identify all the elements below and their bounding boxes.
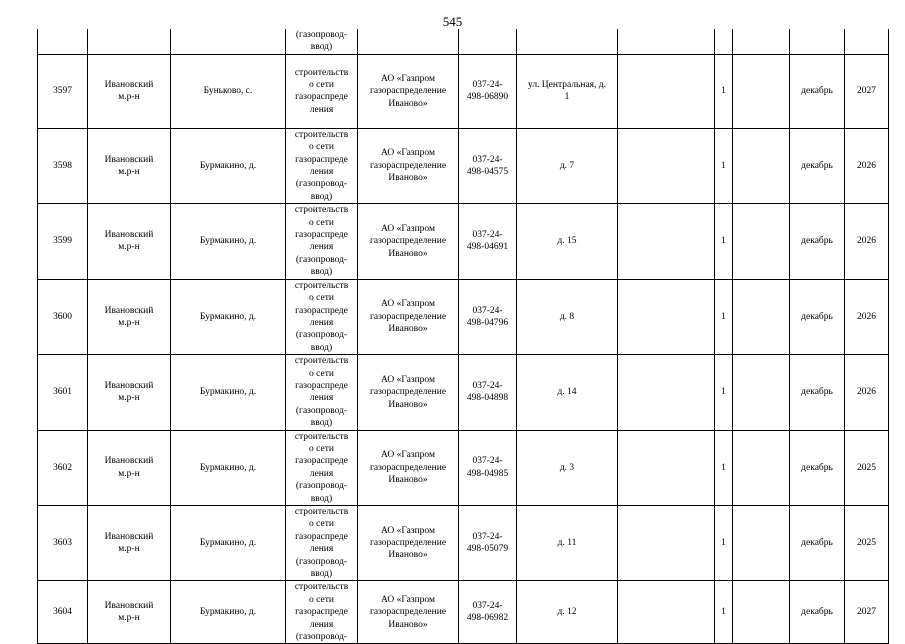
table-row-continued xyxy=(38,29,889,54)
row-number-cell: 3599 xyxy=(38,204,88,279)
empty-cell xyxy=(618,128,715,203)
count-cell: 1 xyxy=(715,355,733,430)
empty-cell xyxy=(733,355,790,430)
row-number-cell: 3603 xyxy=(38,506,88,581)
table-row xyxy=(38,355,889,430)
organization-cell: АО «Газпром газораспределение Иваново» xyxy=(358,430,459,505)
empty-cell xyxy=(618,204,715,279)
month-cell: декабрь xyxy=(790,54,845,128)
month-cell: декабрь xyxy=(790,581,845,644)
work-type-cell: строительств о сети газораспреде ления xyxy=(286,54,358,128)
locality-cell: Бурмакино, д. xyxy=(171,430,286,505)
district-cell: Ивановский м.р-н xyxy=(88,279,171,354)
empty-cell xyxy=(733,279,790,354)
count-cell: 1 xyxy=(715,128,733,203)
locality-cell: Бурмакино, д. xyxy=(171,279,286,354)
empty-cell xyxy=(733,204,790,279)
locality-cell: Буньково, с. xyxy=(171,54,286,128)
empty-cell xyxy=(618,430,715,505)
object-code-cell: 037-24- 498-04898 xyxy=(459,355,517,430)
count-cell: 1 xyxy=(715,204,733,279)
row-number-cell: 3598 xyxy=(38,128,88,203)
count-cell: 1 xyxy=(715,279,733,354)
organization-cell: АО «Газпром газораспределение Иваново» xyxy=(358,128,459,203)
empty-cell xyxy=(733,430,790,505)
table-row xyxy=(38,128,889,203)
table-row xyxy=(38,430,889,505)
empty-cell xyxy=(618,581,715,644)
locality-cell: Бурмакино, д. xyxy=(171,506,286,581)
work-type-cell: строительств о сети газораспреде ления (газопровод- ввод) xyxy=(286,355,358,430)
object-code-cell: 037-24- 498-04796 xyxy=(459,279,517,354)
month-cell: декабрь xyxy=(790,430,845,505)
object-code-cell: 037-24- 498-04985 xyxy=(459,430,517,505)
count-cell: 1 xyxy=(715,54,733,128)
year-cell: 2026 xyxy=(845,355,889,430)
work-type-cell: строительств о сети газораспреде ления (газопровод- ввод) xyxy=(286,430,358,505)
work-type-cell: строительств о сети газораспреде ления (газопровод- ввод) xyxy=(286,279,358,354)
locality-cell: Бурмакино, д. xyxy=(171,581,286,644)
object-code-cell: 037-24- 498-06890 xyxy=(459,54,517,128)
month-cell: декабрь xyxy=(790,204,845,279)
organization-cell: АО «Газпром газораспределение Иваново» xyxy=(358,279,459,354)
locality-cell: Бурмакино, д. xyxy=(171,128,286,203)
table-row xyxy=(38,204,889,279)
organization-cell: АО «Газпром газораспределение Иваново» xyxy=(358,506,459,581)
empty-cell xyxy=(733,54,790,128)
district-cell: Ивановский м.р-н xyxy=(88,54,171,128)
count-cell: 1 xyxy=(715,581,733,644)
month-cell: декабрь xyxy=(790,279,845,354)
year-cell: 2026 xyxy=(845,279,889,354)
count-cell: 1 xyxy=(715,506,733,581)
month-cell: декабрь xyxy=(790,128,845,203)
table-row xyxy=(38,581,889,644)
empty-cell xyxy=(733,506,790,581)
district-cell: Ивановский м.р-н xyxy=(88,581,171,644)
district-cell: Ивановский м.р-н xyxy=(88,355,171,430)
table-row xyxy=(38,54,889,128)
table-row xyxy=(38,279,889,354)
work-type-cell: строительств о сети газораспреде ления (газопровод- ввод) xyxy=(286,506,358,581)
register-table xyxy=(37,29,889,644)
address-cell: д. 12 xyxy=(517,581,618,644)
year-cell: 2026 xyxy=(845,204,889,279)
district-cell: Ивановский м.р-н xyxy=(88,430,171,505)
row-number-cell: 3602 xyxy=(38,430,88,505)
year-cell: 2025 xyxy=(845,430,889,505)
organization-cell: АО «Газпром газораспределение Иваново» xyxy=(358,204,459,279)
empty-cell xyxy=(618,506,715,581)
year-cell: 2025 xyxy=(845,506,889,581)
organization-cell: АО «Газпром газораспределение Иваново» xyxy=(358,581,459,644)
year-cell: 2026 xyxy=(845,128,889,203)
address-cell: д. 8 xyxy=(517,279,618,354)
work-type-cell: строительств о сети газораспреде ления (газопровод- ввод) xyxy=(286,128,358,203)
address-cell: д. 3 xyxy=(517,430,618,505)
address-cell: ул. Центральная, д. 1 xyxy=(517,54,618,128)
address-cell: д. 11 xyxy=(517,506,618,581)
organization-cell: АО «Газпром газораспределение Иваново» xyxy=(358,355,459,430)
address-cell: д. 14 xyxy=(517,355,618,430)
year-cell: 2027 xyxy=(845,581,889,644)
district-cell: Ивановский м.р-н xyxy=(88,204,171,279)
empty-cell xyxy=(733,128,790,203)
table-row xyxy=(38,506,889,581)
row-number-cell: 3597 xyxy=(38,54,88,128)
table-body xyxy=(38,29,889,644)
object-code-cell: 037-24- 498-04575 xyxy=(459,128,517,203)
count-cell: 1 xyxy=(715,430,733,505)
object-code-cell: 037-24- 498-06982 xyxy=(459,581,517,644)
empty-cell xyxy=(618,279,715,354)
row-number-cell: 3601 xyxy=(38,355,88,430)
address-cell: д. 7 xyxy=(517,128,618,203)
empty-cell xyxy=(618,355,715,430)
object-code-cell: 037-24- 498-05079 xyxy=(459,506,517,581)
month-cell: декабрь xyxy=(790,355,845,430)
month-cell: декабрь xyxy=(790,506,845,581)
object-code-cell: 037-24- 498-04691 xyxy=(459,204,517,279)
organization-cell: АО «Газпром газораспределение Иваново» xyxy=(358,54,459,128)
row-number-cell: 3600 xyxy=(38,279,88,354)
empty-cell xyxy=(618,54,715,128)
locality-cell: Бурмакино, д. xyxy=(171,355,286,430)
address-cell: д. 15 xyxy=(517,204,618,279)
work-type-cell: строительств о сети газораспреде ления (газопровод- ввод) xyxy=(286,204,358,279)
row-number-cell: 3604 xyxy=(38,581,88,644)
district-cell: Ивановский м.р-н xyxy=(88,128,171,203)
year-cell: 2027 xyxy=(845,54,889,128)
work-type-cell: (газопровод- ввод) xyxy=(286,29,358,54)
work-type-cell: строительств о сети газораспреде ления (газопровод- xyxy=(286,581,358,644)
locality-cell: Бурмакино, д. xyxy=(171,204,286,279)
district-cell: Ивановский м.р-н xyxy=(88,506,171,581)
empty-cell xyxy=(733,581,790,644)
page-number: 545 xyxy=(442,14,463,29)
